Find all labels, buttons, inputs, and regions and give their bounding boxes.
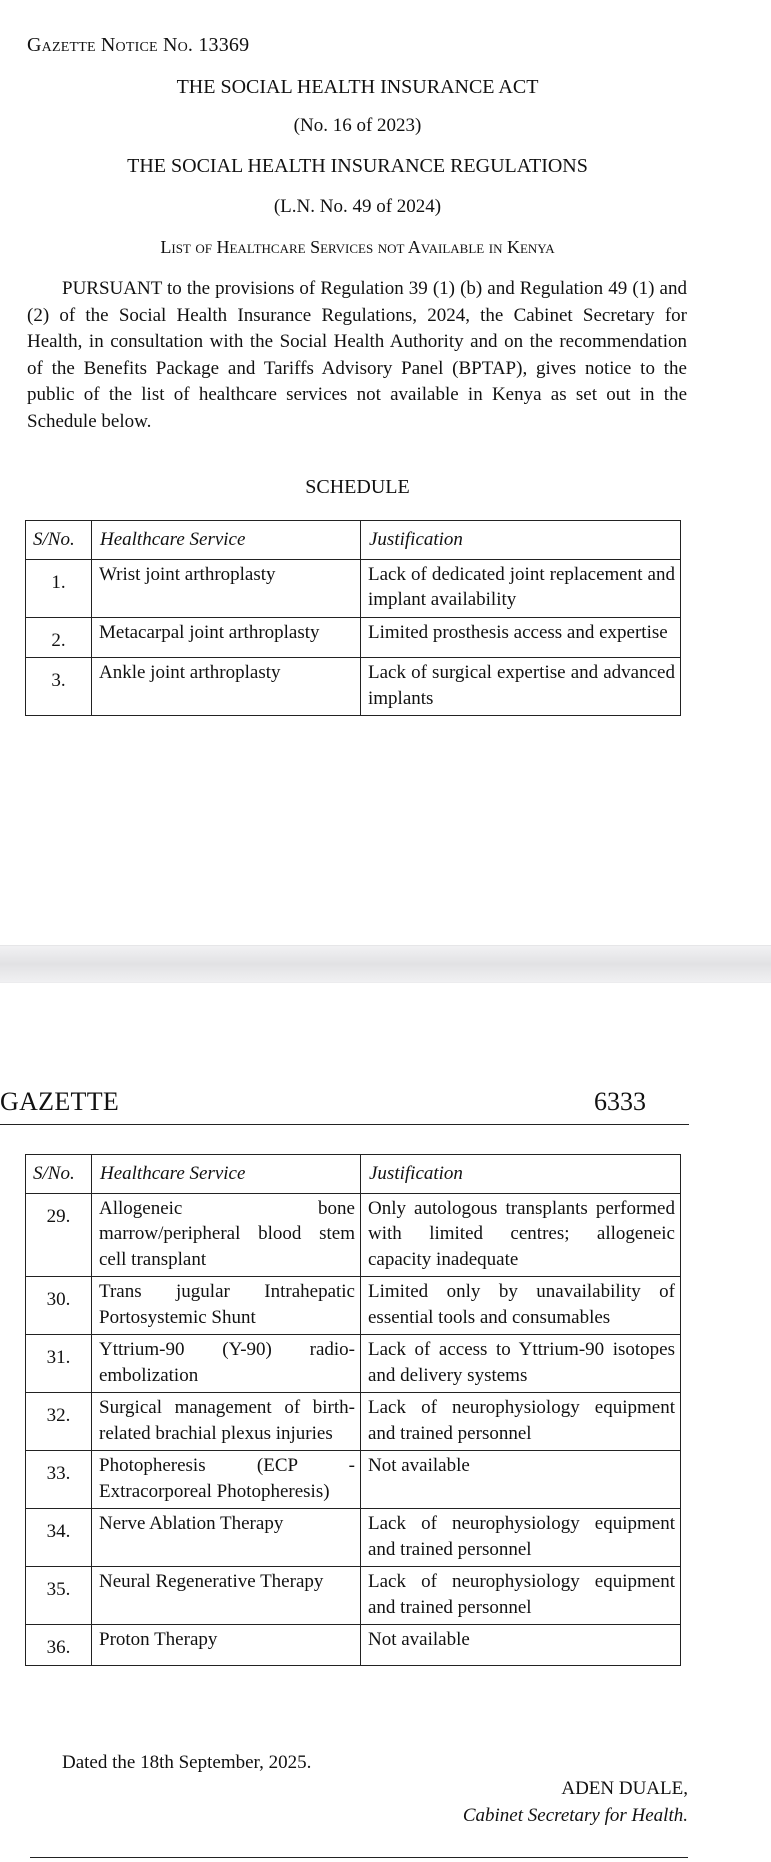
row-sno: 2. xyxy=(26,617,92,658)
row-service: Ankle joint arthroplasty xyxy=(92,658,361,716)
row-sno: 30. xyxy=(26,1277,92,1335)
notice-paragraph: PURSUANT to the provisions of Regulation 39 (1) (b) and Regulation 49 (1) and (2) of the Social Health Insurance Regulations, 2024, the Cabinet Secretary for Health, in consultation with the Social Health Authority and on the recommendation of the Benefits Package and Tariffs Advisory Panel (BPTAP), gives notice to the public of the list of healthcare services not available in Kenya as set out in the Schedule below. xyxy=(27,278,687,432)
row-service: Nerve Ablation Therapy xyxy=(92,1509,361,1567)
header-service: Healthcare Service xyxy=(92,521,361,560)
row-justification: Lack of neurophysiology equipment and trained personnel xyxy=(361,1567,681,1625)
dated-line: Dated the 18th September, 2025. xyxy=(62,1752,312,1773)
act-title: THE SOCIAL HEALTH INSURANCE ACT xyxy=(176,76,539,98)
row-justification: Only autologous transplants performed with limited centres; allogeneic capacity inadequate xyxy=(361,1193,681,1277)
row-justification: Not available xyxy=(361,1625,681,1666)
header-sno: S/No. xyxy=(26,521,92,560)
signer-title: Cabinet Secretary for Health. xyxy=(462,1805,688,1826)
row-justification: Lack of neurophysiology equipment and trained personnel xyxy=(361,1509,681,1567)
header-sno: S/No. xyxy=(26,1155,92,1194)
row-justification: Lack of access to Yttrium-90 isotopes and delivery systems xyxy=(361,1335,681,1393)
row-sno: 29. xyxy=(26,1193,92,1277)
table-row xyxy=(26,1451,681,1509)
row-service: Neural Regenerative Therapy xyxy=(92,1567,361,1625)
table-row xyxy=(26,1335,681,1393)
row-sno: 31. xyxy=(26,1335,92,1393)
bottom-rule xyxy=(30,1857,688,1858)
page-break-band xyxy=(0,945,771,983)
table-row xyxy=(26,658,681,716)
row-sno: 36. xyxy=(26,1625,92,1666)
row-service: Proton Therapy xyxy=(92,1625,361,1666)
table-row xyxy=(26,1567,681,1625)
table-header-row xyxy=(26,1155,681,1194)
table-row xyxy=(26,1393,681,1451)
row-service: Trans jugular Intrahepatic Portosystemic Shunt xyxy=(92,1277,361,1335)
row-justification: Limited prosthesis access and expertise xyxy=(361,617,681,658)
row-service: Photopheresis (ECP - Extracorporeal Photopheresis) xyxy=(92,1451,361,1509)
table-row xyxy=(26,559,681,617)
row-service: Surgical management of birth-related brachial plexus injuries xyxy=(92,1393,361,1451)
row-service: Yttrium-90 (Y-90) radio-embolization xyxy=(92,1335,361,1393)
schedule-heading: SCHEDULE xyxy=(305,476,410,498)
header-justification: Justification xyxy=(361,521,681,560)
signer-name: ADEN DUALE, xyxy=(561,1778,688,1799)
schedule-table-top xyxy=(25,520,681,716)
row-service: Wrist joint arthroplasty xyxy=(92,559,361,617)
row-sno: 1. xyxy=(26,559,92,617)
header-rule xyxy=(0,1124,689,1125)
row-sno: 35. xyxy=(26,1567,92,1625)
table-row xyxy=(26,1625,681,1666)
act-reference: (No. 16 of 2023) xyxy=(293,115,422,136)
header-justification: Justification xyxy=(361,1155,681,1194)
table-row xyxy=(26,1193,681,1277)
row-service: Allogeneic bone marrow/peripheral blood stem cell transplant xyxy=(92,1193,361,1277)
table-row xyxy=(26,1277,681,1335)
list-title: List of Healthcare Services not Available in Kenya xyxy=(160,237,555,257)
schedule-table-bottom xyxy=(25,1154,681,1666)
row-justification: Lack of neurophysiology equipment and trained personnel xyxy=(361,1393,681,1451)
row-sno: 32. xyxy=(26,1393,92,1451)
row-justification: Limited only by unavailability of essential tools and consumables xyxy=(361,1277,681,1335)
table-row xyxy=(26,1509,681,1567)
row-justification: Lack of dedicated joint replacement and implant availability xyxy=(361,559,681,617)
gazette-page-number: 6333 xyxy=(594,1087,646,1116)
regulations-reference: (L.N. No. 49 of 2024) xyxy=(273,196,442,217)
header-service: Healthcare Service xyxy=(92,1155,361,1194)
table-header-row xyxy=(26,521,681,560)
row-sno: 3. xyxy=(26,658,92,716)
row-justification: Lack of surgical expertise and advanced implants xyxy=(361,658,681,716)
row-sno: 34. xyxy=(26,1509,92,1567)
gazette-notice-number: Gazette Notice No. 13369 xyxy=(27,34,250,56)
row-service: Metacarpal joint arthroplasty xyxy=(92,617,361,658)
row-justification: Not available xyxy=(361,1451,681,1509)
table-row xyxy=(26,617,681,658)
gazette-page-title: GAZETTE xyxy=(0,1087,120,1116)
regulations-title: THE SOCIAL HEALTH INSURANCE REGULATIONS xyxy=(127,155,588,177)
row-sno: 33. xyxy=(26,1451,92,1509)
